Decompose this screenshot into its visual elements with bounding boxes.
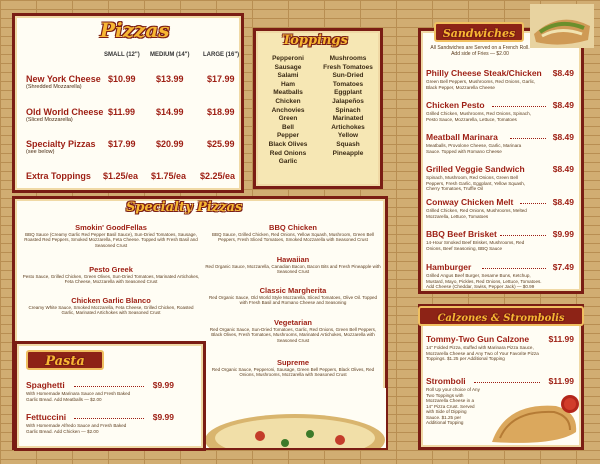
specialty-item-vegetarian: Vegetarian Red Organic Sauce, Sun-Dried Tomatoes, Garlic, Red Onions, Green Bell Peppers, Black Olives, Fresh Tomatoes, Mushrooms, Marinated Artichokes, Mozzarella with Seasoned Crust — [209, 318, 377, 343]
price: $25.99 — [207, 139, 235, 149]
leader-dots — [492, 106, 546, 107]
topping-item: Garlic — [278, 158, 298, 166]
topping-item: Ham — [280, 80, 296, 88]
price: $14.99 — [156, 107, 184, 117]
sandwich-item-conway-melt: Conway Chicken Melt $8.49 Grilled Chicken, Red Onions, Mushrooms, Melted Mozzarella, Lettuce, Tomatoes — [426, 197, 574, 219]
pizza-row-extra-toppings: Extra Toppings — [26, 171, 91, 181]
sandwich-photo — [530, 4, 594, 48]
topping-item: Green Bell Pepper — [276, 115, 300, 140]
topping-item: Mushrooms — [329, 55, 367, 62]
specialty-item-bbq-chicken: BBQ Chicken BBQ Sauce, Grilled Chicken, Red Onions, Yellow Squash, Mushroom, Green Bell Peppers, Fresh Sliced Tomatoes, Smoked Mozzarella with Seasoned Crust — [211, 223, 375, 243]
specialty-item-chicken-garlic-blanco: Chicken Garlic Blanco Creamy White Sauce, Smoked Mozzarella, Feta Cheese, Grilled Chicken, Roasted Garlic, Marinated Artichokes with Seasoned Crust — [28, 296, 194, 316]
calzone-photo — [486, 392, 582, 448]
pizza-photo — [200, 388, 386, 448]
leader-dots — [510, 138, 546, 139]
pizza-row-old-world: Old World Cheese (Sliced Mozzarella) — [26, 107, 104, 123]
sandwiches-banner — [434, 22, 524, 42]
leader-dots — [474, 382, 540, 383]
size-header-small: SMALL (12") — [104, 52, 140, 58]
calzones-banner — [418, 306, 584, 326]
topping-item: Jalapeños — [332, 97, 364, 105]
topping-item: Sausage — [274, 63, 302, 71]
specialty-item-pesto-greek: Pesto Greek Pesto Sauce, Grilled Chicken, Green Olives, Sun-Dried Tomatoes, Marinated Artichokes, Feta Cheese, Mozzarella with Seasoned Crust — [22, 265, 200, 285]
calzones-title: Calzones & Strombolis — [437, 313, 565, 324]
pasta-item-spaghetti: Spaghetti $9.99 With Homemade Marinara Sauce and Fresh Baked Garlic Bread. Add Meatballs — $2.00 — [26, 380, 174, 402]
toppings-col-1 — [259, 55, 317, 167]
calzone-item-stromboli: Stromboli $11.99 Roll Up your choice of Any Two Toppings with Mozzarella Cheese in a 14" Pizza Crust. Served with Side of Dipping Sauce. $1.25 per Additional Topping — [426, 376, 574, 425]
price: $2.25/ea — [200, 171, 236, 181]
price: $10.99 — [108, 74, 136, 84]
price: $11.99 — [108, 107, 136, 117]
topping-item: Eggplant — [334, 89, 362, 97]
sandwiches-title: Sandwiches — [442, 27, 516, 40]
topping-item: Meatballs — [273, 89, 303, 97]
leader-dots — [482, 268, 546, 269]
sandwich-item-bbq-brisket: BBQ Beef Brisket $9.99 14-Hour Smoked Beef Brisket, Mushrooms, Red Onions, Beef Seasoning, BBQ Sauce — [426, 229, 574, 251]
sandwich-item-hamburger: Hamburger $7.49 Grilled Angus Beef Burger, Sesame Buns, Ketchup, Mustard, Mayo, Pickles, Red Onions, Lettuce, Tomatoes. Add Cheese (Cheddar, Swiss, Pepper Jack) — $0.99 — [426, 262, 574, 289]
sandwich-item-grilled-veggie: Grilled Veggie Sandwich $8.49 Spinach, Mushroom, Red Onions, Green Bell Peppers, Fresh Garlic, Eggplant, Yellow Squash, Cherry Tomatoes, Truffle Oil — [426, 164, 574, 191]
sandwiches-note: All Sandwiches are Served on a French Roll. Add side of Fries — $2.00 — [430, 45, 530, 57]
specialty-item-smokin-goodfellas: Smokin' GoodFellas BBQ Sauce (Creamy Garlic Red Pepper Basil Sauce), Sun-Dried Tomatoes, Sausage, Roasted Red Peppers, Smoked Mozzarella, Feta Cheese. Topped with Fresh Basil and Seasoned Crust — [24, 223, 198, 248]
price: $1.25/ea — [103, 171, 139, 181]
sandwich-item-meatball: Meatball Marinara $8.49 Meatballs, Provolone Cheese, Garlic, Marinara Sauce. Topped with Romano Cheese — [426, 132, 574, 154]
topping-item: Sun-Dried Tomatoes — [332, 72, 364, 88]
price: $13.99 — [156, 74, 184, 84]
topping-item: Spinach — [335, 106, 361, 114]
pasta-title: Pasta — [45, 354, 85, 369]
topping-item: Marinated Artichokes — [331, 115, 365, 131]
topping-item: Chicken — [275, 97, 301, 105]
leader-dots — [74, 418, 144, 419]
price: $17.99 — [108, 139, 136, 149]
topping-item: Fresh Tomatoes — [323, 63, 373, 71]
topping-item: Pineapple — [332, 149, 364, 157]
leader-dots — [520, 203, 546, 204]
topping-item: Pepperoni — [272, 55, 304, 62]
topping-item: Salami — [277, 72, 299, 80]
toppings-title: Toppings — [282, 33, 348, 48]
pasta-banner — [26, 350, 104, 370]
pasta-item-fettuccini: Fettuccini $9.99 With Homemade Alfredo Sauce and Fresh Baked Garlic Bread. Add Chicken — $2.00 — [26, 412, 174, 434]
topping-item: Yellow Squash — [336, 132, 360, 148]
specialty-item-classic-margherita: Classic Margherita Red Organic Sauce, Old World Style Mozzarella, Sliced Tomatoes, Olive Oil. Topped with Fresh Basil and Romano Cheese and Seasoning — [208, 286, 378, 306]
specialty-item-supreme: Supreme Red Organic Sauce, Pepperoni, Sausage, Green Bell Peppers, Black Olives, Red Onions, Mushrooms, Mozzarella with Seasoned Crust — [211, 358, 375, 378]
leader-dots — [74, 386, 144, 387]
sandwich-item-philly: Philly Cheese Steak/Chicken $8.49 Green Bell Peppers, Mushrooms, Red Onions, Garlic, Black Pepper, Mozzarella Cheese — [426, 68, 574, 90]
specialty-title: Specialty Pizzas — [126, 200, 243, 215]
sandwich-item-chicken-pesto: Chicken Pesto $8.49 Grilled Chicken, Mushrooms, Red Onions, Spinach, Pesto Sauce, Mozzarella, Lettuce, Tomatoes — [426, 100, 574, 122]
size-header-large: LARGE (16") — [203, 52, 240, 58]
pizza-row-new-york: New York Cheese (Shredded Mozzarella) — [26, 74, 101, 90]
price: $20.99 — [156, 139, 184, 149]
specialty-item-hawaiian: Hawaiian Red Organic Sauce, Mozzarella, Canadian Bacon, Bacon Bits and Fresh Pineapple with Seasoned Crust — [205, 255, 381, 275]
toppings-col-2 — [318, 55, 378, 158]
size-header-medium: MEDIUM (14") — [150, 52, 190, 58]
calzone-item-tommy-two-gun: Tommy-Two Gun Calzone $11.99 14" Folded Pizza, stuffed with Marinara Pizza Sauce, Mozzarella Cheese and Any Two of Your Favorite Pizza Toppings. $1.25 per Additional Topping — [426, 334, 574, 361]
price: $17.99 — [207, 74, 235, 84]
pizzas-title: Pizzas — [100, 18, 170, 42]
price: $18.99 — [207, 107, 235, 117]
topping-item: Red Onions — [269, 149, 307, 157]
topping-item: Anchovies — [271, 106, 305, 114]
topping-item: Black Olives — [268, 140, 308, 148]
leader-dots — [500, 235, 546, 236]
pizza-row-specialty: Specialty Pizzas (see below) — [26, 139, 96, 155]
price: $1.75/ea — [151, 171, 187, 181]
